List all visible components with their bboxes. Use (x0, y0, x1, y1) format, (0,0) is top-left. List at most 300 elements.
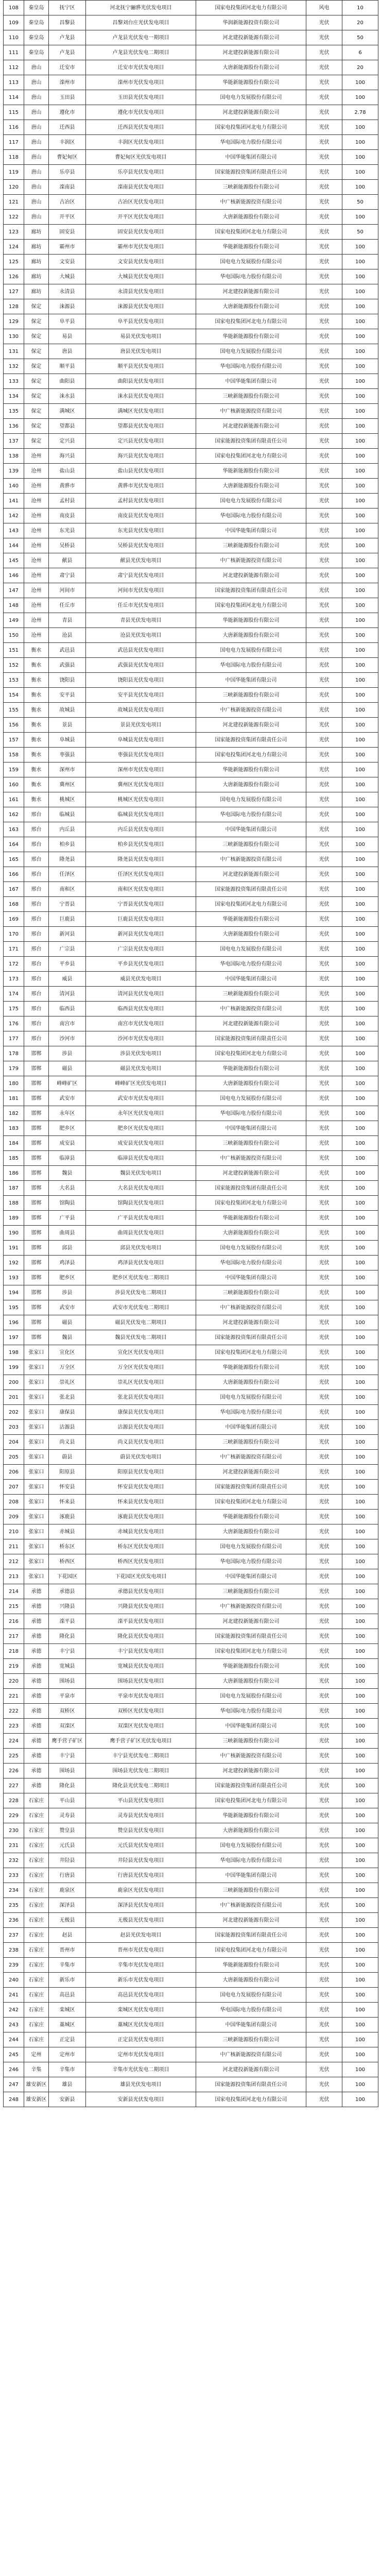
cell-project-name: 涿鹿县光伏发电项目 (86, 1510, 196, 1524)
cell-city: 张家口 (24, 1360, 49, 1375)
cell-capacity: 100 (342, 1749, 378, 1764)
table-row (4, 1270, 378, 1285)
cell-capacity: 100 (342, 269, 378, 284)
cell-index: 235 (4, 1898, 24, 1913)
cell-city: 唐山 (24, 120, 49, 135)
table-row (4, 1420, 378, 1435)
cell-owner: 河北建投新能源有限公司 (196, 718, 306, 733)
cell-county: 抚宁区 (49, 1, 86, 15)
cell-project-name: 磁县光伏发电项目 (86, 1061, 196, 1076)
cell-index: 191 (4, 1241, 24, 1256)
cell-index: 163 (4, 822, 24, 837)
cell-capacity: 100 (342, 1360, 378, 1375)
cell-city: 邢台 (24, 807, 49, 822)
cell-index: 246 (4, 2062, 24, 2077)
cell-index: 130 (4, 329, 24, 344)
cell-owner: 国家电投集团河北电力有限公司 (196, 2092, 306, 2107)
cell-index: 133 (4, 374, 24, 389)
cell-owner: 河北建投新能源有限公司 (196, 1465, 306, 1480)
cell-index: 195 (4, 1300, 24, 1315)
cell-county: 崇礼区 (49, 1375, 86, 1390)
cell-city: 邢台 (24, 1016, 49, 1031)
cell-capacity: 100 (342, 1644, 378, 1659)
cell-type: 光伏 (306, 494, 342, 509)
table-row (4, 882, 378, 897)
cell-project-name: 南皮县光伏发电项目 (86, 509, 196, 523)
cell-county: 古冶区 (49, 195, 86, 210)
cell-project-name: 深泽县光伏发电项目 (86, 1898, 196, 1913)
table-row (4, 942, 378, 957)
table-row (4, 344, 378, 359)
cell-index: 190 (4, 1226, 24, 1241)
cell-project-name: 兴隆县光伏发电项目 (86, 1599, 196, 1614)
cell-project-name: 邱县光伏发电项目 (86, 1241, 196, 1256)
cell-index: 198 (4, 1345, 24, 1360)
cell-type: 光伏 (306, 464, 342, 479)
cell-capacity: 100 (342, 658, 378, 673)
cell-capacity: 100 (342, 1704, 378, 1719)
cell-city: 承德 (24, 1659, 49, 1674)
cell-city: 保定 (24, 404, 49, 419)
cell-city: 保定 (24, 299, 49, 314)
table-row (4, 852, 378, 867)
cell-index: 138 (4, 449, 24, 464)
cell-county: 承德县 (49, 1584, 86, 1599)
cell-owner: 华电国际电力股份有限公司 (196, 1554, 306, 1569)
cell-capacity: 100 (342, 1046, 378, 1061)
cell-city: 石家庄 (24, 1943, 49, 1958)
cell-city: 保定 (24, 389, 49, 404)
cell-county: 南和区 (49, 882, 86, 897)
table-row (4, 1375, 378, 1390)
cell-capacity: 100 (342, 509, 378, 523)
table-row (4, 1928, 378, 1943)
table-row (4, 1226, 378, 1241)
table-row (4, 1704, 378, 1719)
table-row (4, 867, 378, 882)
cell-project-name: 满城区光伏发电项目 (86, 404, 196, 419)
cell-capacity: 100 (342, 494, 378, 509)
cell-index: 171 (4, 942, 24, 957)
cell-project-name: 盐山县光伏发电项目 (86, 464, 196, 479)
cell-capacity: 100 (342, 1719, 378, 1734)
cell-city: 承德 (24, 1749, 49, 1764)
cell-county: 武邑县 (49, 643, 86, 658)
cell-project-name: 怀安县光伏发电项目 (86, 1480, 196, 1495)
cell-type: 光伏 (306, 703, 342, 718)
cell-county: 景县 (49, 718, 86, 733)
cell-type: 光伏 (306, 987, 342, 1002)
cell-county: 沽源县 (49, 1420, 86, 1435)
cell-project-name: 元氏县光伏发电项目 (86, 1838, 196, 1853)
cell-city: 衡水 (24, 703, 49, 718)
table-row (4, 777, 378, 792)
cell-county: 南宫市 (49, 1016, 86, 1031)
cell-capacity: 100 (342, 1973, 378, 1988)
cell-project-name: 井陉县光伏发电项目 (86, 1853, 196, 1868)
cell-type: 光伏 (306, 1853, 342, 1868)
cell-county: 滦南县 (49, 180, 86, 195)
cell-project-name: 文安县光伏发电项目 (86, 255, 196, 269)
cell-county: 桃城区 (49, 792, 86, 807)
cell-owner: 三峡新能源股份有限公司 (196, 1584, 306, 1599)
table-row (4, 1390, 378, 1405)
cell-index: 197 (4, 1330, 24, 1345)
cell-capacity: 100 (342, 897, 378, 912)
cell-capacity: 100 (342, 1405, 378, 1420)
cell-county: 峰峰矿区 (49, 1076, 86, 1091)
cell-capacity: 100 (342, 1480, 378, 1495)
cell-type: 光伏 (306, 240, 342, 255)
table-row (4, 329, 378, 344)
cell-type: 光伏 (306, 15, 342, 30)
cell-capacity: 100 (342, 1241, 378, 1256)
cell-project-name: 枣强县光伏发电项目 (86, 748, 196, 762)
cell-type: 光伏 (306, 1674, 342, 1689)
cell-county: 辛集市 (49, 2062, 86, 2077)
cell-project-name: 定兴县光伏发电项目 (86, 434, 196, 449)
cell-owner: 国电电力发展股份有限公司 (196, 1988, 306, 2003)
table-row (4, 733, 378, 748)
cell-index: 187 (4, 1181, 24, 1196)
table-row (4, 150, 378, 165)
cell-owner: 三峡新能源股份有限公司 (196, 2032, 306, 2047)
cell-index: 170 (4, 927, 24, 942)
cell-owner: 中广核新能源投资有限公司 (196, 2047, 306, 2062)
cell-type: 光伏 (306, 150, 342, 165)
cell-owner: 中广核新能源投资有限公司 (196, 1599, 306, 1614)
cell-type: 光伏 (306, 1898, 342, 1913)
cell-index: 243 (4, 2018, 24, 2032)
cell-county: 永清县 (49, 284, 86, 299)
cell-index: 123 (4, 225, 24, 240)
cell-index: 109 (4, 15, 24, 30)
cell-city: 衡水 (24, 673, 49, 688)
table-row (4, 1196, 378, 1211)
table-row (4, 1061, 378, 1076)
table-row (4, 1629, 378, 1644)
cell-owner: 国家电投集团河北电力有限公司 (196, 1, 306, 15)
cell-type: 光伏 (306, 1136, 342, 1151)
cell-city: 邯郸 (24, 1151, 49, 1166)
table-row (4, 2032, 378, 2047)
cell-index: 184 (4, 1136, 24, 1151)
cell-capacity: 100 (342, 1061, 378, 1076)
cell-city: 廊坊 (24, 284, 49, 299)
cell-owner: 国家能源投资集团有限责任公司 (196, 1629, 306, 1644)
cell-project-name: 易县光伏发电项目 (86, 329, 196, 344)
cell-capacity: 100 (342, 583, 378, 598)
cell-capacity: 100 (342, 1778, 378, 1793)
cell-city: 廊坊 (24, 269, 49, 284)
cell-city: 张家口 (24, 1465, 49, 1480)
table-row (4, 598, 378, 613)
cell-type: 光伏 (306, 1943, 342, 1958)
cell-owner: 国电电力发展股份有限公司 (196, 942, 306, 957)
cell-city: 邢台 (24, 852, 49, 867)
cell-type: 光伏 (306, 1196, 342, 1211)
cell-index: 153 (4, 673, 24, 688)
cell-type: 光伏 (306, 1405, 342, 1420)
cell-type: 光伏 (306, 404, 342, 419)
cell-type: 光伏 (306, 1973, 342, 1988)
cell-county: 尚义县 (49, 1435, 86, 1450)
cell-county: 临漳县 (49, 1151, 86, 1166)
cell-owner: 大唐新能源股份有限公司 (196, 777, 306, 792)
cell-county: 丰润区 (49, 135, 86, 150)
cell-index: 206 (4, 1465, 24, 1480)
cell-capacity: 100 (342, 1300, 378, 1315)
cell-county: 辛集市 (49, 1958, 86, 1973)
cell-project-name: 丰润区光伏发电项目 (86, 135, 196, 150)
cell-capacity: 100 (342, 777, 378, 792)
cell-index: 161 (4, 792, 24, 807)
cell-city: 邢台 (24, 942, 49, 957)
cell-type: 光伏 (306, 792, 342, 807)
cell-project-name: 隆化县光伏发电项目 (86, 1629, 196, 1644)
cell-capacity: 20 (342, 60, 378, 75)
cell-county: 青县 (49, 613, 86, 628)
cell-owner: 国家能源投资集团有限责任公司 (196, 1031, 306, 1046)
table-row (4, 1016, 378, 1031)
cell-city: 张家口 (24, 1390, 49, 1405)
cell-capacity: 100 (342, 523, 378, 538)
cell-owner: 中国华能集团有限公司 (196, 673, 306, 688)
cell-city: 沧州 (24, 583, 49, 598)
cell-type: 光伏 (306, 1226, 342, 1241)
cell-owner: 中广核新能源投资有限公司 (196, 852, 306, 867)
cell-project-name: 阜城县光伏发电项目 (86, 733, 196, 748)
cell-index: 169 (4, 912, 24, 927)
cell-city: 唐山 (24, 105, 49, 120)
cell-county: 下花园区 (49, 1569, 86, 1584)
cell-capacity: 100 (342, 1988, 378, 2003)
cell-capacity: 100 (342, 1031, 378, 1046)
cell-type: 光伏 (306, 374, 342, 389)
cell-owner: 国电电力发展股份有限公司 (196, 1539, 306, 1554)
cell-owner: 三峡新能源股份有限公司 (196, 180, 306, 195)
cell-county: 兴隆县 (49, 1599, 86, 1614)
cell-city: 唐山 (24, 165, 49, 180)
cell-city: 石家庄 (24, 1853, 49, 1868)
cell-project-name: 晋州市光伏发电项目 (86, 1943, 196, 1958)
cell-capacity: 100 (342, 568, 378, 583)
cell-type: 光伏 (306, 882, 342, 897)
cell-owner: 大唐新能源股份有限公司 (196, 628, 306, 643)
cell-capacity: 100 (342, 389, 378, 404)
cell-index: 111 (4, 45, 24, 60)
cell-city: 张家口 (24, 1539, 49, 1554)
cell-project-name: 张北县光伏发电项目 (86, 1390, 196, 1405)
cell-county: 盐山县 (49, 464, 86, 479)
cell-capacity: 100 (342, 1270, 378, 1285)
table-row (4, 1838, 378, 1853)
table-row (4, 1599, 378, 1614)
table-row (4, 1465, 378, 1480)
table-row (4, 523, 378, 538)
cell-index: 244 (4, 2032, 24, 2047)
cell-type: 光伏 (306, 2003, 342, 2018)
cell-type: 光伏 (306, 1375, 342, 1390)
cell-type: 光伏 (306, 1734, 342, 1749)
cell-county: 馆陶县 (49, 1196, 86, 1211)
cell-city: 邯郸 (24, 1121, 49, 1136)
cell-city: 石家庄 (24, 1913, 49, 1928)
cell-index: 188 (4, 1196, 24, 1211)
cell-city: 石家庄 (24, 1958, 49, 1973)
cell-index: 120 (4, 180, 24, 195)
cell-project-name: 双桥区光伏发电项目 (86, 1704, 196, 1719)
cell-county: 迁安市 (49, 60, 86, 75)
cell-project-name: 沙河市光伏发电项目 (86, 1031, 196, 1046)
cell-index: 146 (4, 568, 24, 583)
cell-capacity: 100 (342, 1256, 378, 1270)
table-row (4, 269, 378, 284)
cell-type: 光伏 (306, 1584, 342, 1599)
cell-county: 冀州区 (49, 777, 86, 792)
cell-type: 光伏 (306, 1166, 342, 1181)
cell-owner: 河北建投新能源有限公司 (196, 105, 306, 120)
cell-county: 围场县 (49, 1764, 86, 1778)
cell-type: 光伏 (306, 314, 342, 329)
table-row (4, 135, 378, 150)
cell-city: 唐山 (24, 135, 49, 150)
table-row (4, 1778, 378, 1793)
cell-city: 唐山 (24, 180, 49, 195)
cell-capacity: 100 (342, 255, 378, 269)
cell-capacity: 100 (342, 90, 378, 105)
cell-index: 182 (4, 1106, 24, 1121)
cell-index: 189 (4, 1211, 24, 1226)
table-row (4, 972, 378, 987)
table-row (4, 957, 378, 972)
cell-project-name: 南宫市光伏发电项目 (86, 1016, 196, 1031)
cell-owner: 国家能源投资集团有限责任公司 (196, 882, 306, 897)
cell-owner: 国电电力发展股份有限公司 (196, 1689, 306, 1704)
cell-index: 129 (4, 314, 24, 329)
cell-city: 沧州 (24, 449, 49, 464)
cell-index: 145 (4, 553, 24, 568)
cell-city: 邢台 (24, 972, 49, 987)
cell-owner: 河北建投新能源有限公司 (196, 1614, 306, 1629)
cell-county: 赞皇县 (49, 1823, 86, 1838)
cell-type: 光伏 (306, 165, 342, 180)
cell-owner: 华电国际电力股份有限公司 (196, 1106, 306, 1121)
cell-project-name: 丰宁县光伏发电二期项目 (86, 1749, 196, 1764)
cell-city: 承德 (24, 1689, 49, 1704)
cell-county: 广宗县 (49, 942, 86, 957)
cell-type: 光伏 (306, 748, 342, 762)
cell-owner: 三峡新能源股份有限公司 (196, 1883, 306, 1898)
cell-county: 成安县 (49, 1136, 86, 1151)
table-row (4, 225, 378, 240)
cell-city: 石家庄 (24, 1988, 49, 2003)
cell-type: 光伏 (306, 509, 342, 523)
table-row (4, 419, 378, 434)
cell-project-name: 滦平县光伏发电项目 (86, 1614, 196, 1629)
cell-county: 藁城区 (49, 2018, 86, 2032)
cell-owner: 华能新能源股份有限公司 (196, 1958, 306, 1973)
cell-city: 廊坊 (24, 255, 49, 269)
cell-county: 阜城县 (49, 733, 86, 748)
cell-city: 秦皇岛 (24, 45, 49, 60)
cell-county: 开平区 (49, 210, 86, 225)
cell-city: 邯郸 (24, 1166, 49, 1181)
table-row (4, 1674, 378, 1689)
cell-county: 邱县 (49, 1241, 86, 1256)
cell-index: 224 (4, 1734, 24, 1749)
cell-capacity: 100 (342, 1435, 378, 1450)
cell-index: 240 (4, 1973, 24, 1988)
cell-index: 168 (4, 897, 24, 912)
cell-project-name: 双滦区光伏发电项目 (86, 1719, 196, 1734)
cell-capacity: 100 (342, 75, 378, 90)
cell-city: 雄安新区 (24, 2092, 49, 2107)
cell-index: 231 (4, 1838, 24, 1853)
cell-city: 邢台 (24, 1002, 49, 1016)
cell-city: 保定 (24, 329, 49, 344)
cell-owner: 华能新能源股份有限公司 (196, 329, 306, 344)
cell-index: 216 (4, 1614, 24, 1629)
cell-project-name: 行唐县光伏发电项目 (86, 1868, 196, 1883)
cell-index: 114 (4, 90, 24, 105)
cell-county: 魏县 (49, 1330, 86, 1345)
cell-owner: 华电国际电力股份有限公司 (196, 2003, 306, 2018)
cell-index: 165 (4, 852, 24, 867)
cell-type: 光伏 (306, 1614, 342, 1629)
cell-index: 176 (4, 1016, 24, 1031)
cell-city: 衡水 (24, 688, 49, 703)
cell-owner: 国家电投集团河北电力有限公司 (196, 1495, 306, 1510)
cell-capacity: 100 (342, 733, 378, 748)
cell-city: 张家口 (24, 1420, 49, 1435)
cell-index: 137 (4, 434, 24, 449)
cell-type: 光伏 (306, 1659, 342, 1674)
cell-capacity: 100 (342, 314, 378, 329)
cell-type: 光伏 (306, 2062, 342, 2077)
table-row (4, 464, 378, 479)
cell-city: 承德 (24, 1704, 49, 1719)
table-row (4, 1943, 378, 1958)
cell-project-name: 唐县光伏发电项目 (86, 344, 196, 359)
cell-city: 保定 (24, 434, 49, 449)
cell-capacity: 100 (342, 1330, 378, 1345)
cell-capacity: 100 (342, 703, 378, 718)
cell-county: 昌黎县 (49, 15, 86, 30)
cell-owner: 华电国际电力股份有限公司 (196, 1405, 306, 1420)
cell-owner: 中国华能集团有限公司 (196, 374, 306, 389)
cell-city: 辛集 (24, 2062, 49, 2077)
cell-capacity: 100 (342, 1524, 378, 1539)
cell-city: 邯郸 (24, 1330, 49, 1345)
table-row (4, 688, 378, 703)
cell-city: 唐山 (24, 90, 49, 105)
cell-county: 围场县 (49, 1674, 86, 1689)
cell-capacity: 100 (342, 344, 378, 359)
cell-city: 张家口 (24, 1435, 49, 1450)
table-row (4, 1091, 378, 1106)
cell-project-name: 深州市光伏发电项目 (86, 762, 196, 777)
cell-county: 涿鹿县 (49, 1510, 86, 1524)
cell-capacity: 100 (342, 1913, 378, 1928)
cell-index: 218 (4, 1644, 24, 1659)
cell-type: 光伏 (306, 2077, 342, 2092)
cell-type: 光伏 (306, 1823, 342, 1838)
cell-index: 207 (4, 1480, 24, 1495)
cell-index: 162 (4, 807, 24, 822)
cell-county: 宁晋县 (49, 897, 86, 912)
table-row (4, 1315, 378, 1330)
